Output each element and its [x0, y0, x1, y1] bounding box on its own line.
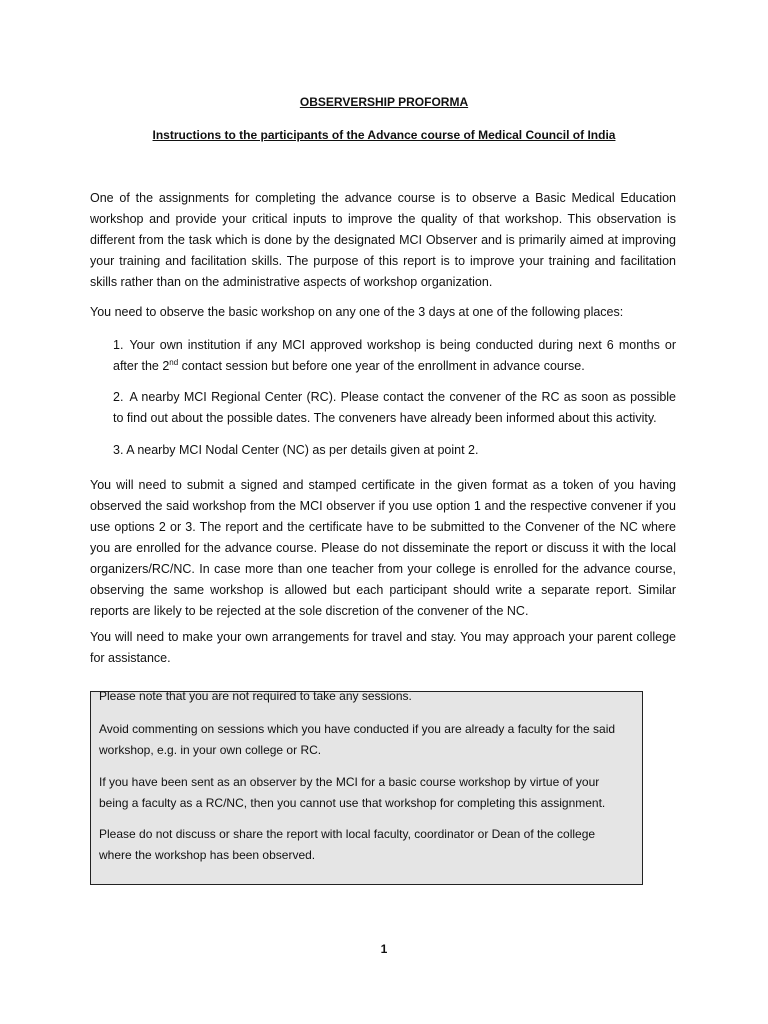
option-2-text: A nearby MCI Regional Center (RC). Please contact the convener of the RC as soon as possible to find out about the possible dates. The conveners have already been informed about this activity.	[113, 390, 676, 425]
travel-paragraph: You will need to make your own arrangements for travel and stay. You may approach your parent college for assistance.	[90, 630, 676, 665]
option-1-text-b: contact session but before one year of the enrollment in advance course.	[178, 359, 585, 373]
option-2-number: 2.	[113, 390, 124, 404]
notes-box	[90, 691, 643, 885]
note-no-sessions: Please note that you are not required to take any sessions.	[99, 689, 412, 703]
document-title: OBSERVERSHIP PROFORMA	[299, 95, 469, 109]
note-mci-observer: If you have been sent as an observer by the MCI for a basic course workshop by virtue of your being a faculty as a RC/NC, then you cannot use that workshop for completing this assignment.	[99, 775, 606, 810]
option-2-item	[113, 387, 676, 429]
document-subtitle: Instructions to the participants of the Advance course of Medical Council of India	[152, 128, 616, 142]
intro-paragraph: One of the assignments for completing the advance course is to observe a Basic Medical Education workshop and provide your critical inputs to improve the quality of that workshop. This observation is different from the task which is done by the designated MCI Observer and is primarily aimed at improving your training and facilitation skills. The purpose of this report is to improve your training and facilitation skills rather than on the administrative aspects of workshop organization.	[90, 191, 676, 289]
option-1-item	[113, 335, 676, 377]
option-3-item: 3. A nearby MCI Nodal Center (NC) as per details given at point 2.	[113, 443, 479, 457]
note-avoid-commenting: Avoid commenting on sessions which you have conducted if you are already a faculty for the said workshop, e.g. in your own college or RC.	[99, 722, 616, 757]
places-intro-paragraph: You need to observe the basic workshop on any one of the 3 days at one of the following places:	[90, 305, 624, 319]
option-1-number: 1.	[113, 338, 124, 352]
page-number: 1	[380, 942, 388, 956]
option-1-superscript: nd	[169, 357, 179, 367]
option-1-text-a: Your own institution if any MCI approved workshop is being conducted during next 6 months or after the 2	[113, 338, 676, 373]
certificate-paragraph: You will need to submit a signed and stamped certificate in the given format as a token of you having observed the said workshop from the MCI observer if you use option 1 and the respective convener if you use options 2 or 3. The report and the certificate have to be submitted to the Convener of the NC where you are enrolled for the advance course. Please do not disseminate the report or discuss it with the local organizers/RC/NC. In case more than one teacher from your college is enrolled for the advance course, observing the same workshop is allowed but each participant should write a separate report. Similar reports are likely to be rejected at the sole discretion of the convener of the NC.	[90, 478, 676, 618]
note-do-not-share: Please do not discuss or share the report with local faculty, coordinator or Dean of the college where the workshop has been observed.	[99, 827, 596, 862]
